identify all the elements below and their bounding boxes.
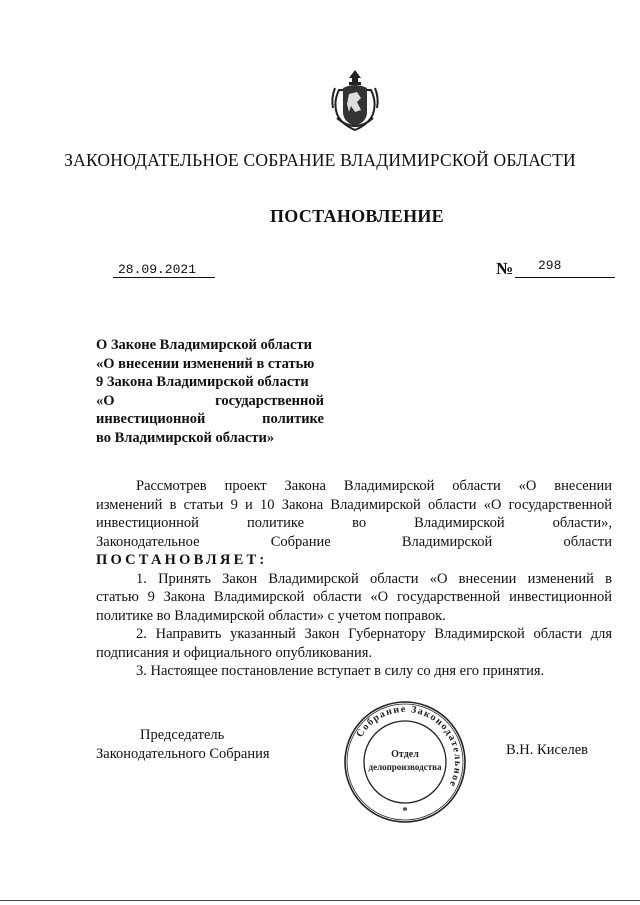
preamble-line: Рассмотрев проект Закона Владимирской области «О внесении xyxy=(136,478,612,494)
stamp-inner-line: делопроизводства xyxy=(368,762,442,772)
signatory-title-line: Председатель xyxy=(140,727,225,743)
preamble-line: изменений в статьи 9 и 10 Закона Владимирской области «О государственной xyxy=(96,496,612,513)
item-3-line: 3. Настоящее постановление вступает в силу со дня его принятия. xyxy=(136,663,545,679)
document-type: ПОСТАНОВЛЕНИЕ xyxy=(270,206,444,226)
number-underline xyxy=(515,277,615,278)
stamp-star: * xyxy=(402,805,408,817)
document-body xyxy=(96,477,612,681)
preamble-line: Законодательное Собрание Владимирской области xyxy=(96,533,612,550)
item-1-line: статью 9 Закона Владимирской области «О государственной инвестиционной xyxy=(96,589,612,605)
item-2-line: подписания и официального опубликования. xyxy=(96,644,373,661)
date-underline xyxy=(113,277,215,278)
official-stamp xyxy=(343,700,467,824)
subject-line: 9 Закона Владимирской области xyxy=(96,374,309,391)
page-edge-line xyxy=(0,900,640,901)
subject-line: «О государственной xyxy=(96,392,324,409)
stamp-outer-text: Собрание Законодательное xyxy=(354,703,464,790)
subject-line: «О внесении изменений в статью xyxy=(96,355,315,372)
item-1-line: 1. Принять Закон Владимирской области «О внесении изменений в xyxy=(136,570,612,587)
subject-line: О Законе Владимирской области xyxy=(96,337,312,353)
document-date: 28.09.2021 xyxy=(118,262,197,277)
subject-line: инвестиционной политике xyxy=(96,411,324,428)
subject-line: во Владимирской области» xyxy=(96,429,275,446)
signatory-title xyxy=(96,726,290,764)
item-1-line: политике во Владимирской области» с учетом поправок. xyxy=(96,607,446,624)
decree-word: ПОСТАНОВЛЯЕТ: xyxy=(96,552,268,568)
coat-of-arms-icon xyxy=(329,68,381,134)
item-2-line: 2. Направить указанный Закон Губернатору Владимирской области для xyxy=(136,626,612,642)
signatory-title-line: Законодательного Собрания xyxy=(96,746,270,762)
number-label: № xyxy=(496,259,514,278)
svg-text:Собрание Законодательное xyxy=(354,704,463,789)
stamp-inner-line: Отдел xyxy=(391,749,419,760)
document-number: 298 xyxy=(538,258,562,273)
document-subject xyxy=(96,336,324,448)
signatory-name: В.Н. Киселев xyxy=(506,742,589,758)
preamble-line: инвестиционной политике во Владимирской области», xyxy=(96,515,612,531)
organization-title: ЗАКОНОДАТЕЛЬНОЕ СОБРАНИЕ ВЛАДИМИРСКОЙ ОБЛАСТИ xyxy=(64,150,576,170)
